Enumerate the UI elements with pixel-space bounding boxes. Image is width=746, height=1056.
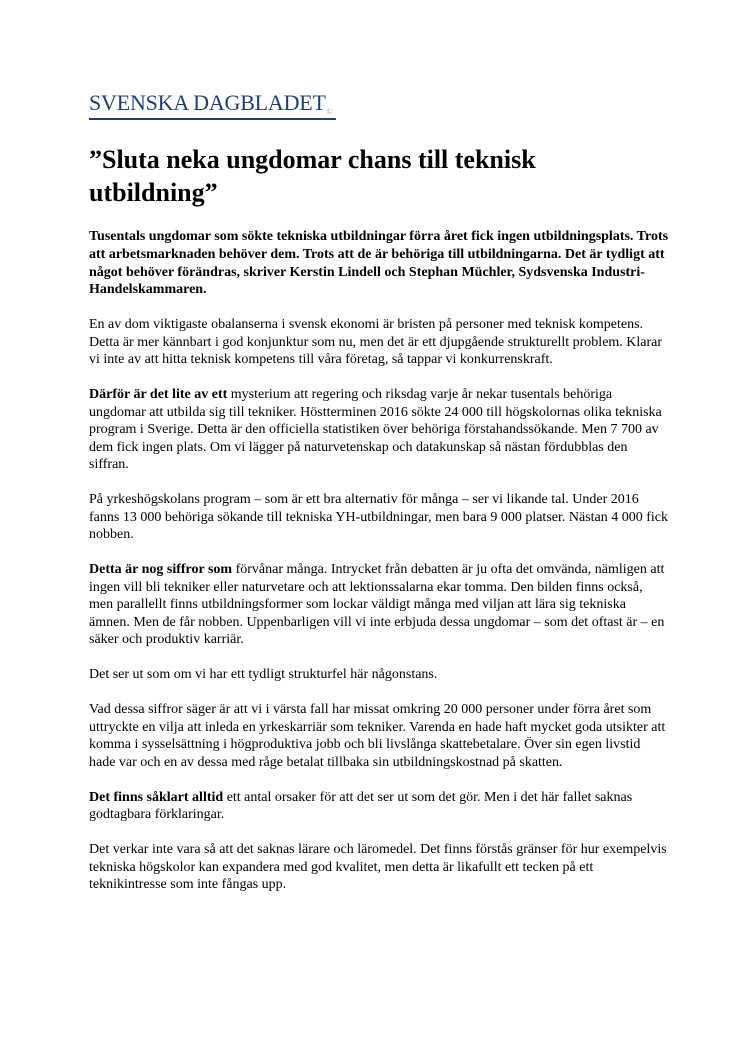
paragraph-text: förvånar många. Intrycket från debatten är ju ofta det omvända, nämligen att ingen vill bli tekniker eller naturvetare och att lektionssalarna ekar tomma. Den bilden finns också, men parallellt finns utbildningsformer som lockar väldigt många med viljan att lära sig tekniska ämnen. Men de får nobben. Uppenbarligen vill vi inte erbjuda dessa ungdomar – som det oftast är – en säker och produktiv karriär. bbox=[89, 562, 665, 647]
paragraph-text: En av dom viktigaste obalanserna i svensk ekonomi är bristen på personer med teknisk kompetens. Detta är mer kännbart i god konjunktur som nu, men det är ett djupgående strukturellt problem. Klarar vi inte av att hitta teknisk kompetens till våra företag, så tappar vi konkurrenskraft. bbox=[89, 317, 663, 367]
body-paragraph-5 bbox=[89, 666, 669, 684]
body-paragraph-1 bbox=[89, 316, 669, 369]
body-paragraph-6 bbox=[89, 701, 669, 771]
article-body bbox=[89, 316, 669, 911]
paragraph-text: Det ser ut som om vi har ett tydligt strukturfel här någonstans. bbox=[89, 667, 438, 682]
masthead-logo: SVENSKA DAGBLADET bbox=[89, 90, 326, 115]
article-lead: Tusentals ungdomar som sökte tekniska utbildningar förra året fick ingen utbildningsplats. Trots att arbetsmarknaden behöver dem. Trots att de är behöriga till utbildningarna. Det är tydligt att något behöver förändras, skriver Kerstin Lindell och Stephan Müchler, Sydsvenska Industri- Handelskammaren. bbox=[89, 229, 669, 298]
paragraph-text: Det verkar inte vara så att det saknas lärare och läromedel. Det finns förstås gränser för hur exempelvis tekniska högskolor kan expandera med god kvalitet, men detta är likafullt ett tecken på ett teknikintresse som inte fångas upp. bbox=[89, 842, 667, 892]
paragraph-text: ett antal orsaker för att det ser ut som det gör. Men i det här fallet saknas godtagbara förklaringar. bbox=[89, 789, 633, 822]
masthead bbox=[89, 90, 341, 120]
body-paragraph-8 bbox=[89, 841, 669, 894]
body-paragraph-2 bbox=[89, 386, 669, 474]
article-headline: ”Sluta neka ungdomar chans till teknisk utbildning” bbox=[89, 145, 536, 207]
body-paragraph-4 bbox=[89, 561, 669, 649]
paragraph-text: Vad dessa siffror säger är att vi i värsta fall har missat omkring 20 000 personer under förra året som uttryckte en vilja att inleda en yrkeskarriär som tekniker. Varenda en hade haft mycket goda utsikter att komma i sysselsättning i högproduktiva jobb och bli livslånga skattebetalare. Över sin egen livstid hade var och en av dessa med råge betalat tillbaka sin utbildningskostnad på skatten. bbox=[89, 702, 666, 770]
paragraph-lead-in: Detta är nog siffror som bbox=[89, 562, 233, 577]
copyright-mark: © bbox=[326, 109, 332, 116]
body-paragraph-3 bbox=[89, 491, 669, 544]
paragraph-text: mysterium att regering och riksdag varje år nekar tusentals behöriga ungdomar att utbilda sig till tekniker. Höstterminen 2016 sökte 24 000 till högskolornas olika tekniska program i Sverige. Detta är den officiella statistiken över behöriga förstahandssökande. Men 7 700 av dem fick ingen plats. Om vi lägger på naturvetenskap och datakunskap så nästan fördubblas den siffran. bbox=[89, 387, 662, 472]
paragraph-lead-in: Det finns såklart alltid bbox=[89, 789, 224, 805]
body-paragraph-7 bbox=[89, 789, 669, 824]
paragraph-lead-in: Därför är det lite av ett bbox=[89, 387, 228, 402]
paragraph-text: På yrkeshögskolans program – som är ett bra alternativ för många – ser vi likande tal. Under 2016 fanns 13 000 behöriga sökande till tekniska YH-utbildningar, men bara 9 000 platser. Nästan 4 000 fick nobben. bbox=[89, 492, 669, 542]
masthead-underline bbox=[89, 118, 336, 120]
